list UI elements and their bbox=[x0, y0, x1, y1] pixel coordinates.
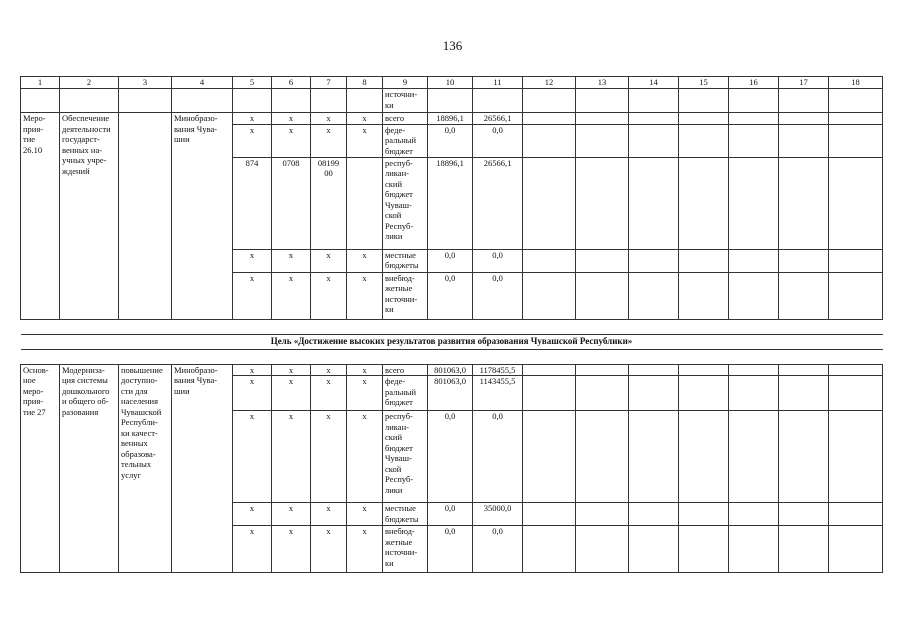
cell-c5: x bbox=[233, 272, 272, 319]
cell-c8: x bbox=[347, 526, 383, 573]
cell-empty bbox=[679, 364, 729, 376]
cell-empty bbox=[523, 364, 576, 376]
cell-empty bbox=[679, 113, 729, 125]
cell-empty bbox=[729, 272, 779, 319]
cell-empty bbox=[829, 157, 883, 249]
cell-empty bbox=[679, 526, 729, 573]
cell-empty bbox=[576, 157, 629, 249]
header-cell: 6 bbox=[272, 77, 311, 89]
cell-empty bbox=[829, 503, 883, 526]
page-number: 136 bbox=[442, 38, 463, 53]
cell-c8: x bbox=[347, 364, 383, 376]
cell-empty bbox=[829, 526, 883, 573]
cell-empty bbox=[779, 364, 829, 376]
cell-empty bbox=[576, 411, 629, 503]
cell-c10: 0,0 bbox=[428, 124, 473, 157]
header-cell: 14 bbox=[629, 77, 679, 89]
cell-c7: x bbox=[311, 411, 347, 503]
cell-c10: 0,0 bbox=[428, 272, 473, 319]
header-cell: 2 bbox=[60, 77, 119, 89]
table-row bbox=[21, 364, 883, 376]
cell-c11: 26566,1 bbox=[473, 113, 523, 125]
cell-c9: феде- ральный бюджет bbox=[383, 376, 428, 411]
cell-c8: x bbox=[347, 113, 383, 125]
cell-c9: местные бюджеты bbox=[383, 503, 428, 526]
header-cell: 8 bbox=[347, 77, 383, 89]
cell-c5: x bbox=[233, 249, 272, 272]
cell-c6: x bbox=[272, 124, 311, 157]
cell-c8: x bbox=[347, 411, 383, 503]
cell-c7: x bbox=[311, 503, 347, 526]
cell-c6: x bbox=[272, 249, 311, 272]
cell-c5: x bbox=[233, 124, 272, 157]
cell-c9: внебюд- жетные источни- ки bbox=[383, 272, 428, 319]
cell-c9: всего bbox=[383, 113, 428, 125]
cell-source: источни- ки bbox=[383, 89, 428, 113]
cell-c10: 18896,1 bbox=[428, 157, 473, 249]
header-cell: 11 bbox=[473, 77, 523, 89]
cell-c11: 1178455,5 bbox=[473, 364, 523, 376]
cell-empty bbox=[679, 157, 729, 249]
cell-empty bbox=[679, 272, 729, 319]
header-cell: 17 bbox=[779, 77, 829, 89]
cell-c10: 18896,1 bbox=[428, 113, 473, 125]
cell-empty bbox=[829, 113, 883, 125]
cell-empty bbox=[779, 124, 829, 157]
cell-c1: Меро- прия- тие 26.10 bbox=[21, 113, 60, 320]
header-cell: 10 bbox=[428, 77, 473, 89]
cell-c5: x bbox=[233, 364, 272, 376]
cell-c9: местные бюджеты bbox=[383, 249, 428, 272]
cell-empty bbox=[576, 364, 629, 376]
cell-empty bbox=[629, 272, 679, 319]
cell-c8: x bbox=[347, 124, 383, 157]
header-cell: 15 bbox=[679, 77, 729, 89]
cell-empty bbox=[629, 364, 679, 376]
goal-row bbox=[21, 334, 883, 349]
header-cell: 7 bbox=[311, 77, 347, 89]
cell-c6: x bbox=[272, 411, 311, 503]
cell-c4: Минобразо- вания Чува- шии bbox=[172, 113, 233, 320]
cell-empty bbox=[779, 113, 829, 125]
header-cell: 1 bbox=[21, 77, 60, 89]
cell-empty bbox=[576, 249, 629, 272]
cell-c11: 35000,0 bbox=[473, 503, 523, 526]
cell-c8 bbox=[347, 157, 383, 249]
cell-empty bbox=[523, 124, 576, 157]
cell-c9: респуб- ликан- ский бюджет Чуваш- ской Респуб- лики bbox=[383, 157, 428, 249]
cell-c6: x bbox=[272, 526, 311, 573]
cell-empty bbox=[779, 272, 829, 319]
cell-c7: x bbox=[311, 113, 347, 125]
cell-empty bbox=[679, 124, 729, 157]
cell-c3 bbox=[119, 113, 172, 320]
cell-c11: 0,0 bbox=[473, 272, 523, 319]
cell-c5: x bbox=[233, 411, 272, 503]
cell-empty bbox=[829, 124, 883, 157]
cell-c7: x bbox=[311, 272, 347, 319]
event-26-10 bbox=[21, 113, 883, 320]
cell-c2: Обеспечение деятельности государст- венных на- учных учре- ждений bbox=[60, 113, 119, 320]
header-row bbox=[21, 77, 883, 89]
cell-c8: x bbox=[347, 249, 383, 272]
cell-empty bbox=[629, 503, 679, 526]
cell-c5: x bbox=[233, 113, 272, 125]
cell-empty bbox=[576, 124, 629, 157]
header-cell: 12 bbox=[523, 77, 576, 89]
cell-empty bbox=[729, 113, 779, 125]
cell-empty bbox=[679, 249, 729, 272]
cell-c5: x bbox=[233, 526, 272, 573]
cell-c2: Модерниза- ция системы дошкольного и общего об- разования bbox=[60, 364, 119, 573]
cell-c9: всего bbox=[383, 364, 428, 376]
cell-empty bbox=[629, 113, 679, 125]
header-cell: 4 bbox=[172, 77, 233, 89]
cell-empty bbox=[779, 526, 829, 573]
header-cell: 18 bbox=[829, 77, 883, 89]
cell-empty bbox=[523, 503, 576, 526]
cell-empty bbox=[523, 411, 576, 503]
goal-title: Цель «Достижение высоких результатов развития образования Чувашской Республики» bbox=[21, 334, 883, 349]
cell-empty bbox=[629, 411, 679, 503]
cell-empty bbox=[523, 113, 576, 125]
cell-empty bbox=[523, 272, 576, 319]
cell-empty bbox=[729, 124, 779, 157]
cell-empty bbox=[779, 157, 829, 249]
cell-empty bbox=[729, 364, 779, 376]
header-cell: 16 bbox=[729, 77, 779, 89]
cell-c5: x bbox=[233, 376, 272, 411]
cell-empty bbox=[729, 503, 779, 526]
cell-empty bbox=[523, 249, 576, 272]
cell-c10: 0,0 bbox=[428, 526, 473, 573]
cell-empty bbox=[829, 272, 883, 319]
cell-c9: феде- ральный бюджет bbox=[383, 124, 428, 157]
cell-c7: x bbox=[311, 249, 347, 272]
cell-empty bbox=[576, 526, 629, 573]
cell-empty bbox=[576, 376, 629, 411]
cell-empty bbox=[629, 124, 679, 157]
cell-c8: x bbox=[347, 503, 383, 526]
cell-c7: x bbox=[311, 526, 347, 573]
cell-empty bbox=[576, 503, 629, 526]
cell-c6: x bbox=[272, 272, 311, 319]
cell-c11: 1143455,5 bbox=[473, 376, 523, 411]
cell-empty bbox=[629, 249, 679, 272]
cell-c10: 0,0 bbox=[428, 249, 473, 272]
cell-c10: 801063,0 bbox=[428, 364, 473, 376]
cell-c11: 0,0 bbox=[473, 249, 523, 272]
cell-empty bbox=[729, 157, 779, 249]
cell-c6: x bbox=[272, 503, 311, 526]
cell-empty bbox=[829, 364, 883, 376]
cell-empty bbox=[523, 376, 576, 411]
cell-empty bbox=[523, 157, 576, 249]
cell-c1: Основ- ное меро- прия- тие 27 bbox=[21, 364, 60, 573]
cell-c4: Минобразо- вания Чува- шии bbox=[172, 364, 233, 573]
cell-empty bbox=[779, 503, 829, 526]
cell-c8: x bbox=[347, 376, 383, 411]
cell-c9: внебюд- жетные источни- ки bbox=[383, 526, 428, 573]
cell-c11: 26566,1 bbox=[473, 157, 523, 249]
cell-c6: 0708 bbox=[272, 157, 311, 249]
header-cell: 5 bbox=[233, 77, 272, 89]
event-27 bbox=[21, 364, 883, 573]
cell-c10: 0,0 bbox=[428, 503, 473, 526]
cell-empty bbox=[729, 411, 779, 503]
cell-empty bbox=[729, 526, 779, 573]
table-row bbox=[21, 89, 883, 113]
cell-empty bbox=[629, 526, 679, 573]
cell-empty bbox=[779, 376, 829, 411]
cell-c5: x bbox=[233, 503, 272, 526]
budget-table bbox=[20, 76, 883, 573]
cell-empty bbox=[679, 376, 729, 411]
cell-empty bbox=[829, 249, 883, 272]
cell-c5: 874 bbox=[233, 157, 272, 249]
cell-c6: x bbox=[272, 113, 311, 125]
cell-c7: 08199 00 bbox=[311, 157, 347, 249]
table-row bbox=[21, 113, 883, 125]
cell-empty bbox=[829, 411, 883, 503]
header-cell: 3 bbox=[119, 77, 172, 89]
cell-empty bbox=[829, 376, 883, 411]
cell-empty bbox=[576, 113, 629, 125]
cell-empty bbox=[679, 503, 729, 526]
cell-c10: 801063,0 bbox=[428, 376, 473, 411]
cell-c11: 0,0 bbox=[473, 411, 523, 503]
cell-c7: x bbox=[311, 376, 347, 411]
cell-empty bbox=[729, 249, 779, 272]
cell-empty bbox=[576, 272, 629, 319]
cell-empty bbox=[523, 526, 576, 573]
cell-c6: x bbox=[272, 364, 311, 376]
cell-empty bbox=[729, 376, 779, 411]
cell-c3: повышение доступно- сти для населения Чувашской Республи- ки качест- венных образова- тельных услуг bbox=[119, 364, 172, 573]
cell-c6: x bbox=[272, 376, 311, 411]
cell-c9: респуб- ликан- ский бюджет Чуваш- ской Респуб- лики bbox=[383, 411, 428, 503]
cell-empty bbox=[779, 249, 829, 272]
cell-c11: 0,0 bbox=[473, 124, 523, 157]
cell-c7: x bbox=[311, 364, 347, 376]
cell-empty bbox=[629, 157, 679, 249]
cell-c7: x bbox=[311, 124, 347, 157]
cell-c11: 0,0 bbox=[473, 526, 523, 573]
cell-c8: x bbox=[347, 272, 383, 319]
cell-c10: 0,0 bbox=[428, 411, 473, 503]
cell-empty bbox=[679, 411, 729, 503]
header-cell: 13 bbox=[576, 77, 629, 89]
cell-empty bbox=[779, 411, 829, 503]
header-cell: 9 bbox=[383, 77, 428, 89]
cell-empty bbox=[629, 376, 679, 411]
